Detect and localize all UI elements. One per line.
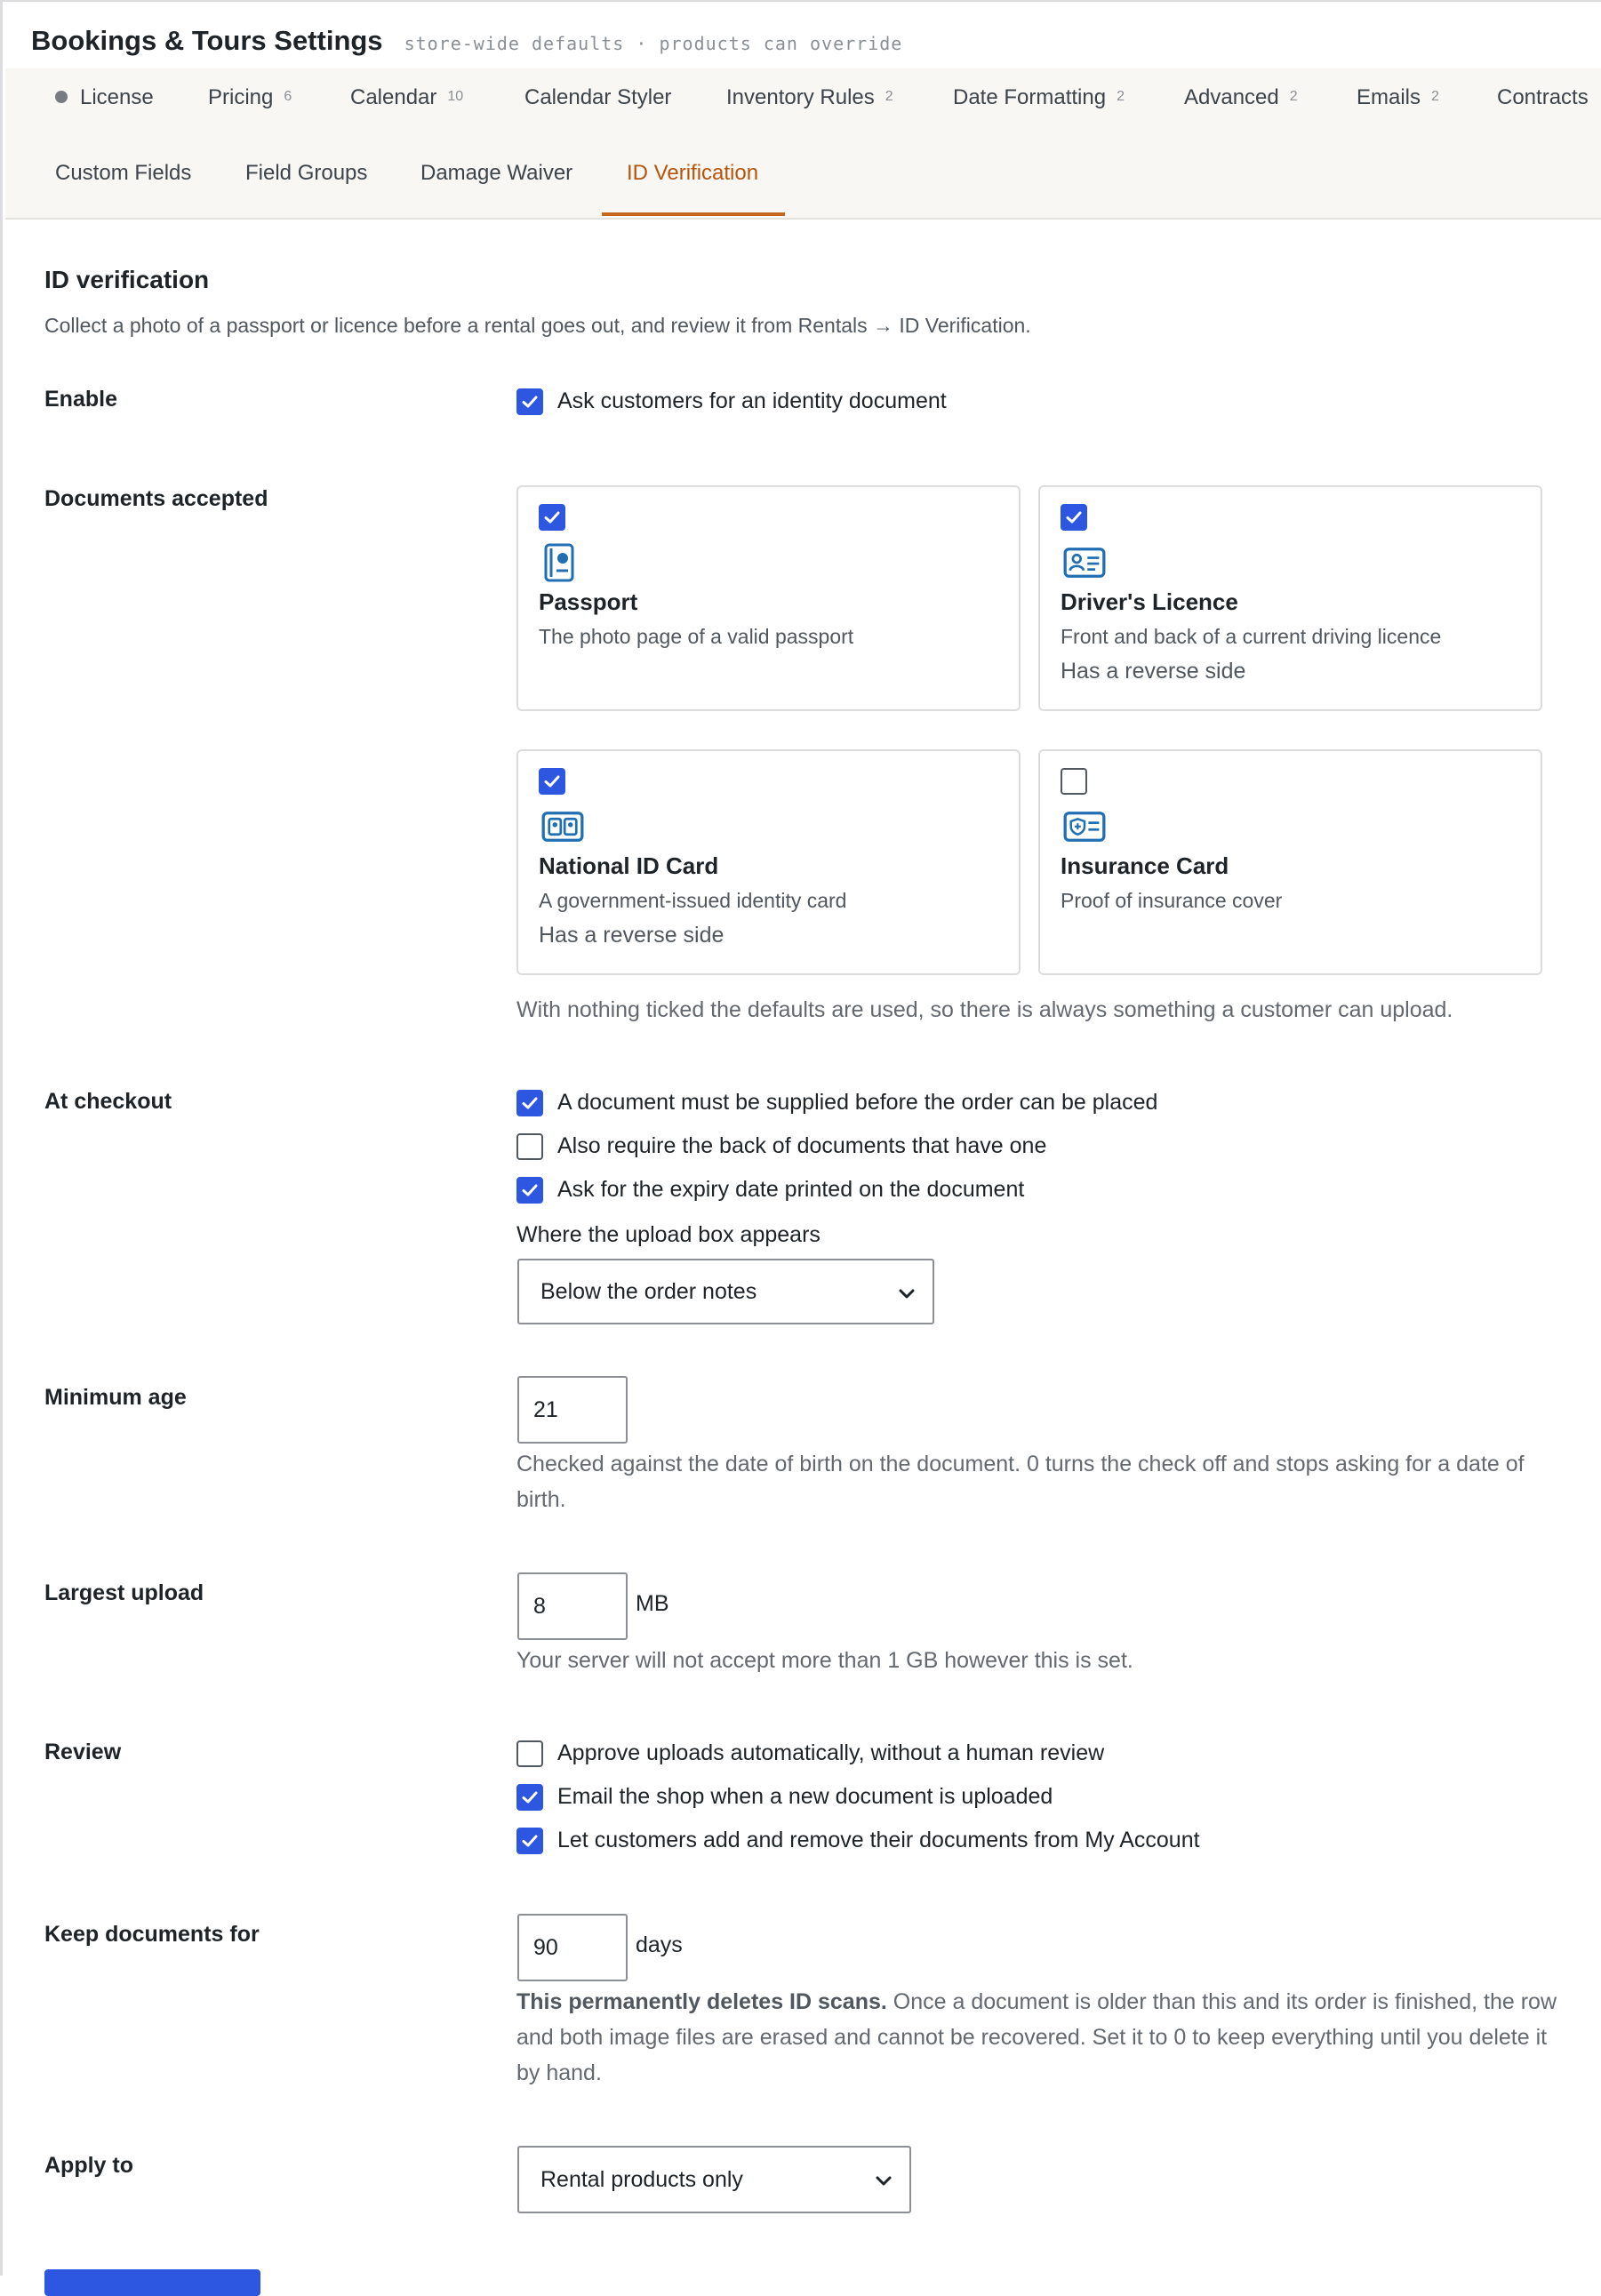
page-header: [31, 25, 902, 60]
apply-to-label: Apply to: [44, 2153, 133, 2178]
check-icon: [520, 1093, 540, 1113]
upload-placement-select[interactable]: Below the order notes: [517, 1259, 934, 1324]
save-button[interactable]: [44, 2269, 260, 2296]
review-option[interactable]: Email the shop when a new document is uploaded: [516, 1775, 1200, 1819]
section-title: ID verification: [44, 266, 210, 293]
page-subtitle: store-wide defaults · products can override: [404, 33, 903, 54]
tab-custom-fields[interactable]: Custom Fields: [55, 161, 192, 185]
section-description: Collect a photo of a passport or licence before a rental goes out, and review it from Rentals → ID Verification.: [44, 314, 1031, 337]
warning-emphasis: This permanently deletes ID scans.: [516, 1989, 887, 2014]
tab-count: 2: [1117, 89, 1125, 104]
tab-count: 2: [1289, 89, 1298, 104]
document-card-drivers-licence[interactable]: [1038, 485, 1542, 711]
tab-damage-waiver[interactable]: Damage Waiver: [420, 161, 573, 185]
page-title: Bookings & Tours Settings: [31, 25, 383, 56]
document-title: Passport: [539, 588, 638, 615]
tab-emails[interactable]: Emails 2: [1357, 85, 1439, 109]
enable-label: Enable: [44, 387, 117, 412]
settings-tabs: [5, 68, 1601, 220]
status-dot-icon: [55, 91, 68, 103]
review-label: Review: [44, 1740, 122, 1764]
chevron-down-icon: [897, 1284, 917, 1303]
check-icon: [542, 772, 562, 791]
check-icon: [520, 1788, 540, 1807]
checkout-label: At checkout: [44, 1089, 172, 1114]
upload-placement-label: Where the upload box appears: [516, 1222, 821, 1247]
require-back-checkbox[interactable]: [516, 1133, 543, 1160]
passport-checkbox[interactable]: [539, 504, 565, 531]
review-option[interactable]: Let customers add and remove their documents from My Account: [516, 1819, 1200, 1862]
document-description: Proof of insurance cover: [1061, 889, 1283, 912]
reverse-side-note: Has a reverse side: [539, 923, 724, 948]
reverse-side-note: Has a reverse side: [1061, 659, 1246, 684]
enable-checkbox[interactable]: [516, 388, 543, 415]
national-id-checkbox[interactable]: [539, 768, 565, 795]
tab-count: 6: [284, 89, 292, 104]
tab-advanced[interactable]: Advanced 2: [1184, 85, 1298, 109]
review-options: [516, 1732, 1200, 1862]
document-description: Front and back of a current driving licence: [1061, 625, 1442, 648]
tab-calendar[interactable]: Calendar 10: [350, 85, 464, 109]
largest-upload-label: Largest upload: [44, 1580, 204, 1605]
document-title: Driver's Licence: [1061, 588, 1238, 615]
keep-unit: days: [636, 1932, 683, 1957]
require-document-checkbox[interactable]: [516, 1090, 543, 1116]
expiry-date-checkbox[interactable]: [516, 1177, 543, 1204]
minimum-age-help: Checked against the date of birth on the document. 0 turns the check off and stops asking for a date of birth.: [516, 1452, 1525, 1512]
tab-inventory-rules[interactable]: Inventory Rules 2: [726, 85, 893, 109]
document-card-passport[interactable]: [516, 485, 1021, 711]
minimum-age-label: Minimum age: [44, 1385, 187, 1410]
document-title: Insurance Card: [1061, 852, 1229, 879]
apply-to-select[interactable]: Rental products only: [517, 2146, 911, 2213]
keep-documents-label: Keep documents for: [44, 1922, 260, 1947]
check-icon: [1064, 508, 1084, 527]
document-description: A government-issued identity card: [539, 889, 847, 912]
enable-option[interactable]: Ask customers for an identity document: [516, 380, 947, 423]
tab-calendar-styler[interactable]: Calendar Styler: [524, 85, 672, 109]
checkout-options: [516, 1081, 1157, 1248]
minimum-age-input[interactable]: [517, 1376, 628, 1444]
id-card-icon: [541, 807, 584, 846]
check-icon: [520, 1180, 540, 1200]
document-card-national-id[interactable]: [516, 749, 1021, 975]
tab-count: 2: [1431, 89, 1439, 104]
check-icon: [520, 392, 540, 412]
driver-licence-icon: [1063, 543, 1106, 582]
warning-text: Once a document is older than this and its order is finished, the row and both image files are erased and cannot be recovered. Set it to 0 to keep everything until you delete it by hand.: [516, 1989, 1557, 2085]
tab-id-verification[interactable]: ID Verification: [627, 161, 759, 185]
checkout-option[interactable]: Ask for the expiry date printed on the document: [516, 1168, 1157, 1212]
auto-approve-checkbox[interactable]: [516, 1740, 543, 1767]
tab-count: 10: [447, 89, 464, 104]
tab-field-groups[interactable]: Field Groups: [245, 161, 368, 185]
tab-date-formatting[interactable]: Date Formatting 2: [953, 85, 1125, 109]
tab-contracts[interactable]: Contracts: [1497, 85, 1589, 109]
documents-label: Documents accepted: [44, 486, 268, 511]
insurance-card-icon: [1063, 807, 1106, 846]
tab-pricing[interactable]: Pricing 6: [208, 85, 292, 109]
passport-icon: [541, 543, 577, 582]
document-title: National ID Card: [539, 852, 719, 879]
checkout-option[interactable]: A document must be supplied before the order can be placed: [516, 1081, 1157, 1124]
customer-manage-checkbox[interactable]: [516, 1828, 543, 1854]
documents-help: With nothing ticked the defaults are used, so there is always something a customer can upload.: [516, 997, 1453, 1022]
tab-count: 2: [885, 89, 893, 104]
checkout-option[interactable]: Also require the back of documents that have one: [516, 1124, 1157, 1168]
check-icon: [542, 508, 562, 527]
review-option[interactable]: Approve uploads automatically, without a human review: [516, 1732, 1200, 1775]
active-tab-indicator: [602, 212, 785, 216]
chevron-down-icon: [874, 2171, 893, 2190]
upload-unit: MB: [636, 1591, 669, 1616]
largest-upload-input[interactable]: [517, 1572, 628, 1640]
enable-field: [516, 380, 947, 423]
email-shop-checkbox[interactable]: [516, 1784, 543, 1811]
document-description: The photo page of a valid passport: [539, 625, 854, 648]
tab-license[interactable]: License: [55, 85, 154, 110]
largest-upload-help: Your server will not accept more than 1 GB however this is set.: [516, 1648, 1133, 1673]
drivers-licence-checkbox[interactable]: [1061, 504, 1087, 531]
keep-documents-warning: [516, 1984, 1557, 2091]
keep-documents-input[interactable]: [517, 1914, 628, 1981]
check-icon: [520, 1831, 540, 1851]
document-card-insurance[interactable]: [1038, 749, 1542, 975]
insurance-checkbox[interactable]: [1061, 768, 1087, 795]
